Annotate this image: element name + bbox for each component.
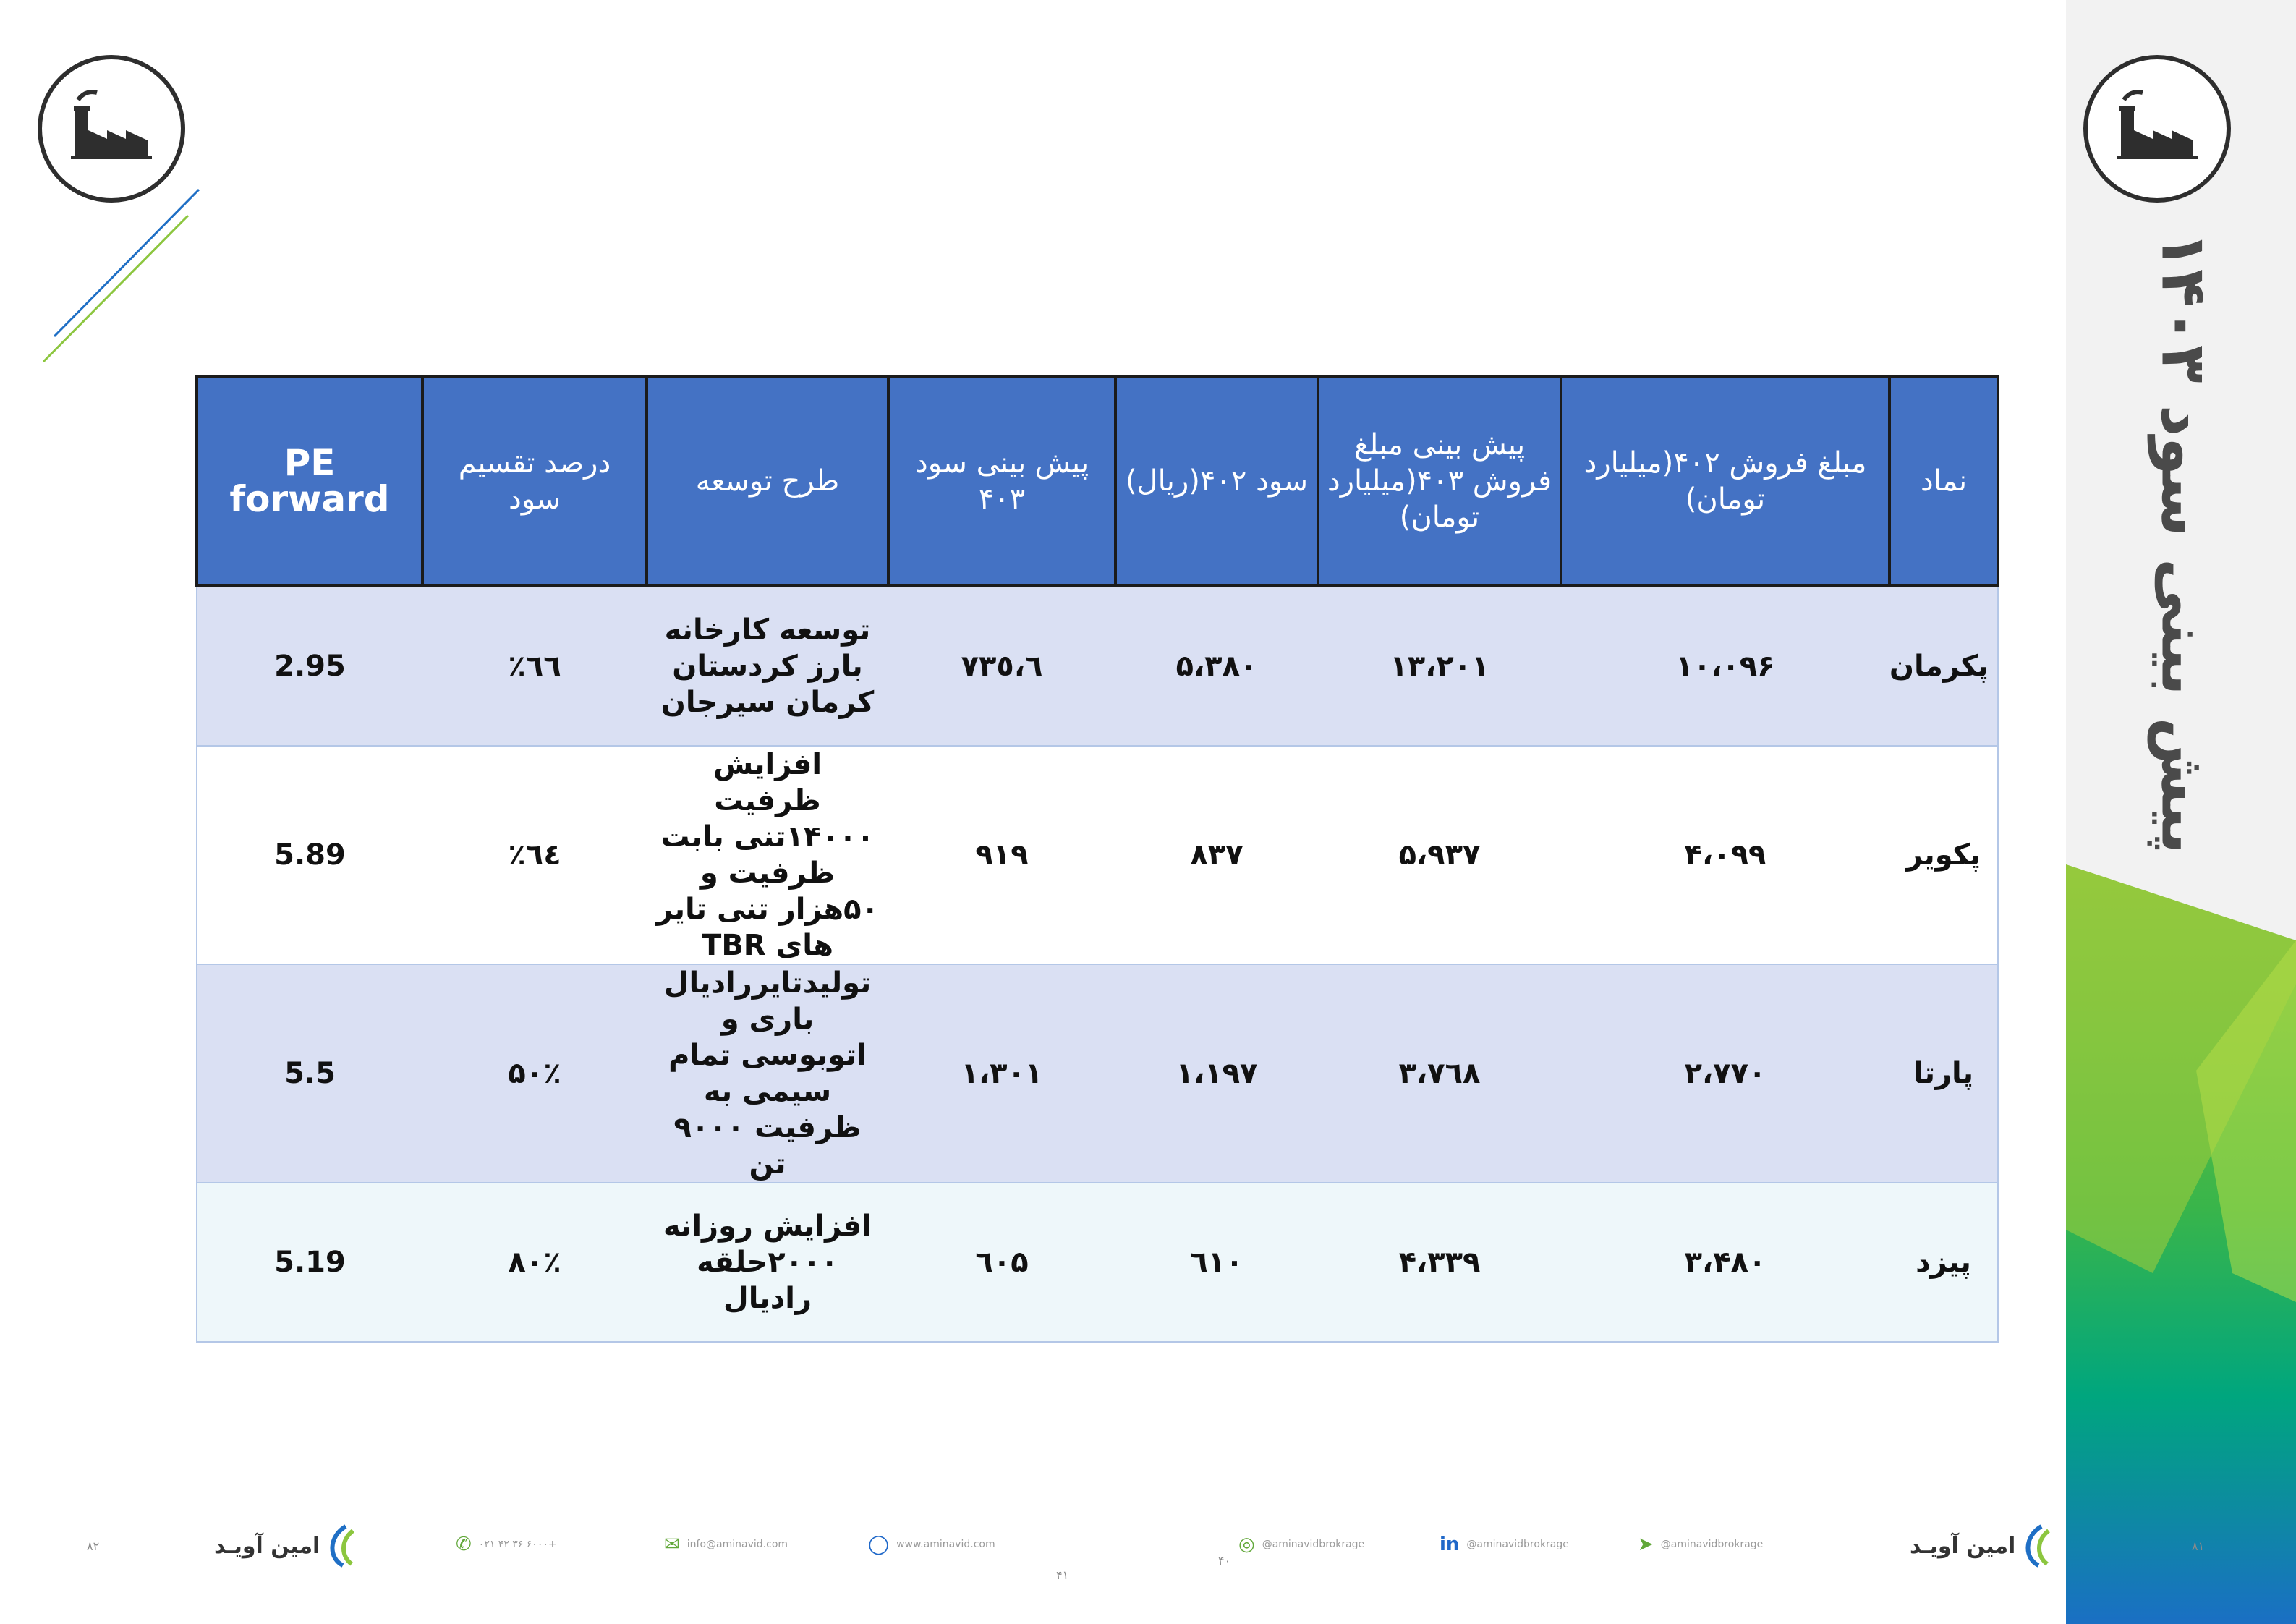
cell-sales-402: ۳،۴۸۰	[1561, 1183, 1889, 1342]
footer	[0, 1505, 2205, 1591]
cell-sales-402: ۱۰،۰۹۶	[1561, 586, 1889, 746]
linkedin-text: @aminavidbrokrage	[1466, 1539, 1569, 1550]
cell-profit-402: ۸۳۷	[1115, 746, 1318, 964]
cell-pe-forward: 5.89	[197, 746, 422, 964]
phone-text: ۰۲۱ ۴۲ ۳۶ ۶۰۰۰+	[478, 1539, 557, 1550]
cell-profit-402: ٦۱۰	[1115, 1183, 1318, 1342]
footer-phone[interactable]	[456, 1534, 557, 1555]
cell-forecast-profit-403: ۹۱۹	[888, 746, 1115, 964]
cell-expansion-plan: تولیدتایررادیال باری و اتوبوسی تمام سیمی به ظرفیت ۹۰۰۰ تن	[647, 964, 888, 1183]
cell-dividend-percent: ٦٦٪	[422, 586, 647, 746]
cell-forecast-sales-403: ۳،۷٦۸	[1318, 964, 1561, 1183]
telegram-text: @aminavidbrokrage	[1660, 1539, 1764, 1550]
cell-forecast-sales-403: ۵،۹۳۷	[1318, 746, 1561, 964]
cell-symbol: پیزد	[1889, 1183, 1998, 1342]
linkedin-icon: in	[1440, 1534, 1460, 1555]
cell-forecast-sales-403: ۱۳،۲۰۱	[1318, 586, 1561, 746]
header-expansion-plan: طرح توسعه	[647, 376, 888, 586]
cell-symbol: پارتا	[1889, 964, 1998, 1183]
cell-symbol: پکویر	[1889, 746, 1998, 964]
cell-pe-forward: 2.95	[197, 586, 422, 746]
header-forecast-profit-403: پیش بینی سود ۴۰۳	[888, 376, 1115, 586]
cell-forecast-profit-403: ۱،۳۰۱	[888, 964, 1115, 1183]
instagram-icon: ◎	[1238, 1534, 1255, 1555]
sidebar-title	[2096, 231, 2270, 854]
header-forecast-sales-403: پیش بینی مبلغ فروش ۴۰۳(میلیارد تومان)	[1318, 376, 1561, 586]
cell-profit-402: ۵،۳۸۰	[1115, 586, 1318, 746]
telegram-icon: ➤	[1638, 1534, 1654, 1555]
table-row	[197, 964, 1998, 1183]
cell-sales-402: ۴،۰۹۹	[1561, 746, 1889, 964]
amin-avid-logo	[324, 1523, 363, 1568]
table-header-row	[197, 376, 1998, 586]
page-number-mid-b: ۴۰	[1218, 1554, 1231, 1568]
page-number-mid-a: ۴۱	[1056, 1568, 1069, 1582]
footer-instagram[interactable]	[1238, 1534, 1364, 1555]
cell-expansion-plan: افزایش روزانه ۲۰۰۰حلقه رادیال	[647, 1183, 888, 1342]
cell-forecast-sales-403: ۴،۳۳۹	[1318, 1183, 1561, 1342]
footer-email[interactable]	[664, 1534, 788, 1555]
profit-forecast-table	[195, 375, 1997, 1343]
table-row	[197, 746, 1998, 964]
page-number-right: ۸۱	[2192, 1539, 2205, 1553]
sidebar-title-text: پیش بینی سود ۱۴۰۳	[2147, 231, 2220, 854]
header-sales-402: مبلغ فروش ۴۰۲(میلیارد تومان)	[1561, 376, 1889, 586]
footer-linkedin[interactable]	[1440, 1534, 1569, 1555]
cell-dividend-percent: ۵۰٪	[422, 964, 647, 1183]
cell-pe-forward: 5.19	[197, 1183, 422, 1342]
email-icon: ✉	[664, 1534, 680, 1555]
brand-name: امین آویـد	[1910, 1533, 2016, 1559]
header-dividend-percent: درصد تقسیم سود	[422, 376, 647, 586]
cell-dividend-percent: ۸۰٪	[422, 1183, 647, 1342]
cell-profit-402: ۱،۱۹۷	[1115, 964, 1318, 1183]
mouse-icon: ◯	[868, 1534, 890, 1555]
cell-expansion-plan: افزایش ظرفیت ۱۴۰۰۰تنی بابت ظرفیت و ۵۰هزار تنی تایر های TBR	[647, 746, 888, 964]
cell-pe-forward: 5.5	[197, 964, 422, 1183]
website-text: www.aminavid.com	[896, 1539, 995, 1550]
brand-left	[214, 1523, 363, 1568]
cell-forecast-profit-403: ٦۰۵	[888, 1183, 1115, 1342]
cell-symbol: پکرمان	[1889, 586, 1998, 746]
cell-forecast-profit-403: ٦،۷۳٥	[888, 586, 1115, 746]
page-number-left: ۸۲	[87, 1539, 100, 1553]
phone-icon: ✆	[456, 1534, 472, 1555]
header-pe-forward: PE forward	[197, 376, 422, 586]
decorative-lines	[40, 188, 206, 369]
table-row	[197, 1183, 1998, 1342]
cell-expansion-plan: توسعه کارخانه بارز کردستان کرمان سیرجان	[647, 586, 888, 746]
table-row	[197, 586, 1998, 746]
cell-sales-402: ۲،۷۷۰	[1561, 964, 1889, 1183]
footer-website[interactable]	[868, 1534, 995, 1555]
factory-icon	[2083, 55, 2231, 203]
footer-telegram[interactable]	[1638, 1534, 1763, 1555]
header-profit-402: سود ۴۰۲(ریال)	[1115, 376, 1318, 586]
brand-name: امین آویـد	[214, 1533, 320, 1559]
cell-dividend-percent: ٦٤٪	[422, 746, 647, 964]
amin-avid-logo	[2020, 1523, 2059, 1568]
factory-icon	[38, 55, 185, 203]
instagram-text: @aminavidbrokrage	[1262, 1539, 1365, 1550]
email-text: info@aminavid.com	[686, 1539, 788, 1550]
brand-right	[1910, 1523, 2059, 1568]
header-symbol: نماد	[1889, 376, 1998, 586]
